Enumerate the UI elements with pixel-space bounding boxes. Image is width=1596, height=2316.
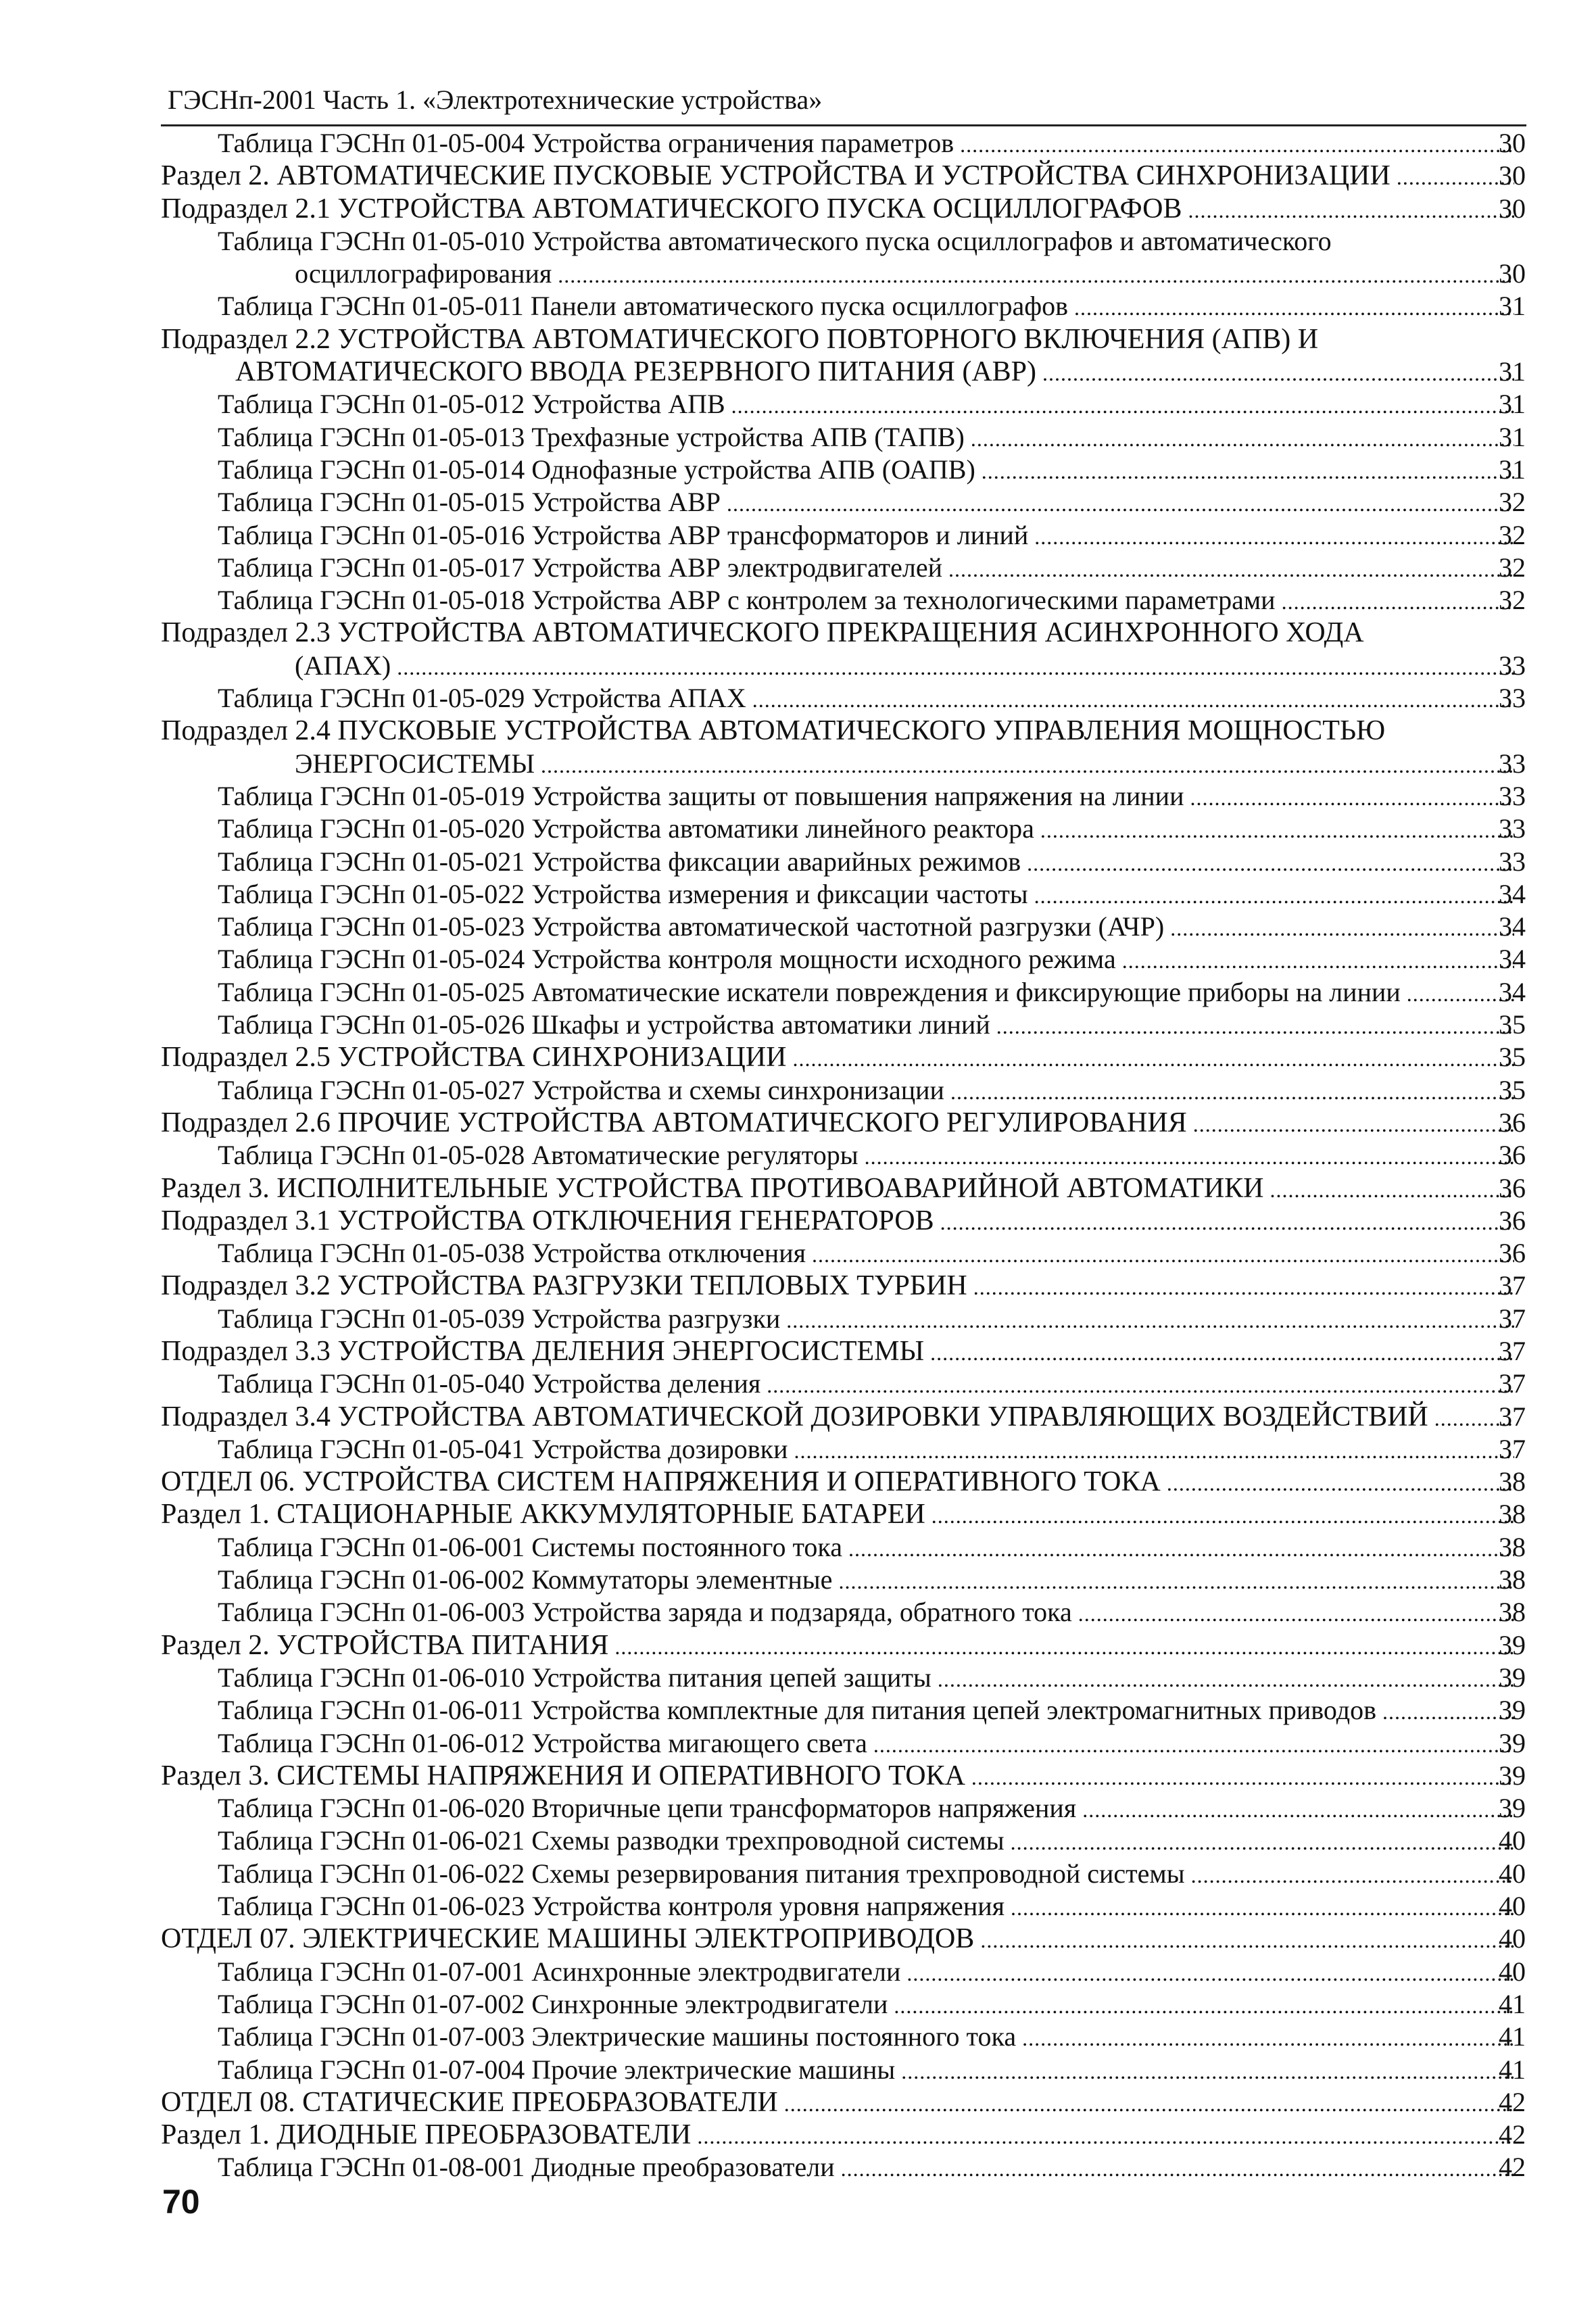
toc-entry-page: 34 [1499, 911, 1526, 942]
toc-entry-page: 33 [1499, 748, 1526, 779]
toc-entry-title: Таблица ГЭСНп 01-05-011 Панели автоматического пуска осциллографов ..... [218, 290, 1514, 324]
toc-entry-page: 30 [1499, 258, 1526, 289]
toc-entry-title: Таблица ГЭСНп 01-05-016 Устройства АВР трансформаторов и линий ..... [218, 519, 1514, 553]
toc-entry-page: 31 [1499, 291, 1526, 322]
toc-entry-title: Таблица ГЭСНп 01-08-001 Диодные преобразователи ..... [218, 2151, 1514, 2185]
toc-entry-title: осциллографирования ..... [295, 258, 1514, 291]
toc-entry-title: Подраздел 3.1 УСТРОЙСТВА ОТКЛЮЧЕНИЯ ГЕНЕРАТОРОВ ..... [161, 1205, 1514, 1238]
toc-entry-page: 41 [1499, 2054, 1526, 2085]
toc-entry [0, 225, 1596, 258]
toc-entry [0, 682, 1596, 715]
toc-entry-title: Таблица ГЭСНп 01-06-012 Устройства мигающего света ..... [218, 1727, 1514, 1761]
toc-entry-title: Подраздел 3.4 УСТРОЙСТВА АВТОМАТИЧЕСКОЙ ДОЗИРОВКИ УПРАВЛЯЮЩИХ ВОЗДЕЙСТВИЙ ..... [161, 1401, 1514, 1434]
toc-entry-page: 41 [1499, 1988, 1526, 2019]
toc-entry-title: Таблица ГЭСНп 01-07-002 Синхронные электродвигатели ..... [218, 1988, 1514, 2022]
toc-entry-title: Таблица ГЭСНп 01-05-020 Устройства автоматики линейного реактора ..... [218, 813, 1514, 846]
toc-entry-title: Подраздел 3.2 УСТРОЙСТВА РАЗГРУЗКИ ТЕПЛОВЫХ ТУРБИН ..... [161, 1270, 1514, 1303]
toc-entry-title: Таблица ГЭСНп 01-06-023 Устройства контроля уровня напряжения ..... [218, 1890, 1514, 1924]
toc-entry-page: 34 [1499, 976, 1526, 1007]
toc-entry-title: Таблица ГЭСНп 01-05-027 Устройства и схемы синхронизации ..... [218, 1074, 1514, 1108]
toc-entry-title: Таблица ГЭСНп 01-05-021 Устройства фиксации аварийных режимов ..... [218, 846, 1514, 879]
toc-entry [0, 617, 1596, 649]
toc-entry-page: 35 [1499, 1042, 1526, 1073]
toc-entry-page: 39 [1499, 1727, 1526, 1758]
toc-entry-title: Таблица ГЭСНп 01-05-014 Однофазные устройства АПВ (ОАПВ) ..... [218, 454, 1514, 487]
toc-entry-page: 35 [1499, 1074, 1526, 1105]
toc-entry-title: ОТДЕЛ 08. СТАТИЧЕСКИЕ ПРЕОБРАЗОВАТЕЛИ ..... [161, 2086, 1514, 2120]
toc-entry-title: Таблица ГЭСНп 01-06-002 Коммутаторы элементные ..... [218, 1564, 1514, 1597]
toc-entry [0, 584, 1596, 617]
toc-entry [0, 1564, 1596, 1596]
toc-entry [0, 2021, 1596, 2053]
toc-entry-title: Таблица ГЭСНп 01-07-003 Электрические машины постоянного тока ..... [218, 2021, 1514, 2054]
toc-entry-title: Таблица ГЭСНп 01-05-040 Устройства деления ..... [218, 1368, 1514, 1401]
toc-entry-title: Таблица ГЭСНп 01-05-019 Устройства защиты от повышения напряжения на линии ..... [218, 780, 1514, 814]
toc-entry-title: Подраздел 2.2 УСТРОЙСТВА АВТОМАТИЧЕСКОГО ПОВТОРНОГО ВКЛЮЧЕНИЯ (АПВ) И [161, 323, 1319, 355]
toc-entry-page: 36 [1499, 1205, 1526, 1236]
toc-entry-title: Таблица ГЭСНп 01-06-020 Вторичные цепи трансформаторов напряжения ..... [218, 1792, 1514, 1826]
toc-entry-title: Таблица ГЭСНп 01-06-003 Устройства заряда и подзаряда, обратного тока ..... [218, 1596, 1514, 1630]
toc-entry-title: Таблица ГЭСНп 01-05-018 Устройства АВР с контролем за технологическими параметрами ..... [218, 584, 1514, 618]
toc-entry-page: 36 [1499, 1238, 1526, 1269]
toc-entry-page: 40 [1499, 1858, 1526, 1889]
toc-entry [0, 780, 1596, 813]
toc-entry-title: Таблица ГЭСНп 01-05-024 Устройства контроля мощности исходного режима ..... [218, 943, 1514, 977]
toc-entry [0, 1139, 1596, 1172]
toc-entry-page: 37 [1499, 1270, 1526, 1301]
toc-entry [0, 160, 1596, 192]
toc-entry [0, 813, 1596, 845]
toc-entry-page: 40 [1499, 1825, 1526, 1856]
toc-entry-page: 32 [1499, 552, 1526, 583]
toc-entry-title: ЭНЕРГОСИСТЕМЫ ..... [295, 748, 1514, 781]
toc-entry [0, 1988, 1596, 2021]
toc-entry [0, 1694, 1596, 1727]
toc-entry-title: Раздел 3. ИСПОЛНИТЕЛЬНЫЕ УСТРОЙСТВА ПРОТИВОАВАРИЙНОЙ АВТОМАТИКИ ..... [161, 1172, 1514, 1206]
toc-entry-page: 36 [1499, 1172, 1526, 1203]
toc-entry [0, 1825, 1596, 1857]
toc-entry-page: 39 [1499, 1760, 1526, 1791]
toc-entry [0, 1401, 1596, 1433]
toc-entry-title: Таблица ГЭСНп 01-05-026 Шкафы и устройства автоматики линий ..... [218, 1009, 1514, 1042]
toc-entry-page: 40 [1499, 1923, 1526, 1954]
toc-entry-title: Раздел 1. СТАЦИОНАРНЫЕ АККУМУЛЯТОРНЫЕ БАТАРЕИ ..... [161, 1498, 1514, 1532]
toc-entry-page: 41 [1499, 2021, 1526, 2052]
toc-entry-title: Таблица ГЭСНп 01-06-010 Устройства питания цепей защиты ..... [218, 1662, 1514, 1695]
toc-entry [0, 1760, 1596, 1792]
toc-entry-title: АВТОМАТИЧЕСКОГО ВВОДА РЕЗЕРВНОГО ПИТАНИЯ (АВР) ..... [235, 356, 1514, 389]
toc-entry [0, 1205, 1596, 1237]
toc-entry-title: Таблица ГЭСНп 01-05-004 Устройства ограничения параметров ..... [218, 127, 1514, 161]
toc-entry [0, 1629, 1596, 1662]
toc-entry-title: Таблица ГЭСНп 01-07-004 Прочие электрические машины ..... [218, 2054, 1514, 2088]
toc-entry [0, 1662, 1596, 1694]
toc-entry-page: 38 [1499, 1597, 1526, 1628]
toc-entry-page: 32 [1499, 585, 1526, 616]
toc-entry-title: Подраздел 2.5 УСТРОЙСТВА СИНХРОНИЗАЦИИ ..... [161, 1041, 1514, 1075]
toc-entry [0, 1433, 1596, 1466]
toc-entry [0, 1923, 1596, 1955]
toc-entry-title: ОТДЕЛ 06. УСТРОЙСТВА СИСТЕМ НАПРЯЖЕНИЯ И ОПЕРАТИВНОГО ТОКА ..... [161, 1466, 1514, 1499]
toc-entry [0, 1041, 1596, 1073]
toc-entry-page: 34 [1499, 878, 1526, 909]
toc-entry-title: Раздел 1. ДИОДНЫЕ ПРЕОБРАЗОВАТЕЛИ ..... [161, 2119, 1514, 2152]
toc-entry [0, 715, 1596, 747]
toc-entry [0, 976, 1596, 1009]
toc-entry-page: 30 [1499, 128, 1526, 158]
toc-entry-title: Таблица ГЭСНп 01-05-029 Устройства АПАХ ..... [218, 682, 1514, 716]
toc-entry-page: 31 [1499, 389, 1526, 420]
toc-entry-title: Таблица ГЭСНп 01-06-021 Схемы разводки трехпроводной системы ..... [218, 1825, 1514, 1858]
toc-entry-page: 39 [1499, 1695, 1526, 1726]
toc-entry-title: Подраздел 3.3 УСТРОЙСТВА ДЕЛЕНИЯ ЭНЕРГОСИСТЕМЫ ..... [161, 1335, 1514, 1369]
toc-entry [0, 258, 1596, 290]
toc-entry-page: 39 [1499, 1793, 1526, 1824]
toc-entry-page: 36 [1499, 1107, 1526, 1138]
toc-entry-page: 39 [1499, 1662, 1526, 1693]
toc-entry [0, 943, 1596, 975]
toc-entry-page: 38 [1499, 1564, 1526, 1595]
toc-entry-page: 31 [1499, 454, 1526, 485]
toc-entry-title: Раздел 2. АВТОМАТИЧЕСКИЕ ПУСКОВЫЕ УСТРОЙСТВА И УСТРОЙСТВА СИНХРОНИЗАЦИИ ..... [161, 160, 1514, 193]
toc-entry [0, 1792, 1596, 1825]
toc-entry-page: 30 [1499, 160, 1526, 191]
toc-entry [0, 2119, 1596, 2151]
toc-entry-page: 42 [1499, 2086, 1526, 2117]
toc-entry-title: Раздел 2. УСТРОЙСТВА ПИТАНИЯ ..... [161, 1629, 1514, 1663]
toc-entry-title: (АПАХ) ..... [295, 650, 1514, 683]
toc-entry-title: Раздел 3. СИСТЕМЫ НАПРЯЖЕНИЯ И ОПЕРАТИВНОГО ТОКА ..... [161, 1760, 1514, 1793]
toc-entry-title: Подраздел 2.3 УСТРОЙСТВА АВТОМАТИЧЕСКОГО ПРЕКРАЩЕНИЯ АСИНХРОННОГО ХОДА [161, 617, 1364, 649]
toc-entry-page: 32 [1499, 487, 1526, 518]
toc-entry [0, 1727, 1596, 1760]
toc-entry [0, 519, 1596, 552]
toc-entry-title: Таблица ГЭСНп 01-07-001 Асинхронные электродвигатели ..... [218, 1956, 1514, 1989]
toc-entry-title: Таблица ГЭСНп 01-05-039 Устройства разгрузки ..... [218, 1303, 1514, 1336]
table-of-contents [0, 127, 1596, 2184]
toc-entry-page: 31 [1499, 356, 1526, 387]
toc-entry-title: ОТДЕЛ 07. ЭЛЕКТРИЧЕСКИЕ МАШИНЫ ЭЛЕКТРОПРИВОДОВ ..... [161, 1923, 1514, 1956]
toc-entry-page: 32 [1499, 519, 1526, 550]
toc-entry [0, 323, 1596, 356]
toc-entry-page: 33 [1499, 813, 1526, 844]
toc-entry-page: 37 [1499, 1368, 1526, 1399]
toc-entry-title: Подраздел 2.1 УСТРОЙСТВА АВТОМАТИЧЕСКОГО ПУСКА ОСЦИЛЛОГРАФОВ ..... [161, 193, 1514, 226]
toc-entry-title: Таблица ГЭСНп 01-05-038 Устройства отключения ..... [218, 1237, 1514, 1271]
toc-entry [0, 2086, 1596, 2119]
toc-entry [0, 552, 1596, 584]
toc-entry-title: Таблица ГЭСНп 01-06-011 Устройства комплектные для питания цепей электромагнитных приводов ..... [218, 1694, 1514, 1728]
toc-entry [0, 1596, 1596, 1629]
toc-entry [0, 486, 1596, 518]
toc-entry [0, 650, 1596, 682]
running-header: ГЭСНп-2001 Часть 1. «Электротехнические устройства» [168, 85, 823, 115]
toc-entry [0, 878, 1596, 911]
toc-entry [0, 2151, 1596, 2184]
toc-entry [0, 1368, 1596, 1400]
toc-entry [0, 421, 1596, 454]
toc-entry [0, 1956, 1596, 1988]
toc-entry [0, 2054, 1596, 2086]
toc-entry [0, 1466, 1596, 1498]
toc-entry-page: 35 [1499, 1009, 1526, 1040]
toc-entry-page: 38 [1499, 1499, 1526, 1530]
toc-entry [0, 1237, 1596, 1270]
toc-entry-title: Таблица ГЭСНп 01-05-022 Устройства измерения и фиксации частоты ..... [218, 878, 1514, 912]
toc-entry-page: 37 [1499, 1433, 1526, 1464]
toc-entry [0, 748, 1596, 780]
toc-entry-title: Подраздел 2.6 ПРОЧИЕ УСТРОЙСТВА АВТОМАТИЧЕСКОГО РЕГУЛИРОВАНИЯ ..... [161, 1107, 1514, 1140]
page-number: 70 [162, 2183, 200, 2221]
toc-entry [0, 1303, 1596, 1335]
toc-entry-title: Таблица ГЭСНп 01-06-001 Системы постоянного тока ..... [218, 1531, 1514, 1565]
toc-entry-page: 36 [1499, 1140, 1526, 1171]
toc-entry [0, 1009, 1596, 1041]
toc-entry-page: 34 [1499, 944, 1526, 975]
toc-entry [0, 846, 1596, 878]
toc-entry-page: 30 [1499, 193, 1526, 224]
toc-entry-page: 40 [1499, 1891, 1526, 1922]
toc-entry-page: 31 [1499, 421, 1526, 452]
toc-entry-page: 38 [1499, 1531, 1526, 1562]
toc-entry [0, 1074, 1596, 1107]
toc-entry [0, 127, 1596, 160]
toc-entry-page: 33 [1499, 846, 1526, 877]
toc-entry-title: Таблица ГЭСНп 01-05-010 Устройства автоматического пуска осциллографов и автоматического [218, 225, 1332, 256]
toc-entry-page: 37 [1499, 1335, 1526, 1366]
toc-entry-page: 37 [1499, 1303, 1526, 1334]
toc-entry-page: 33 [1499, 683, 1526, 714]
toc-entry [0, 193, 1596, 225]
toc-entry-page: 39 [1499, 1629, 1526, 1660]
toc-entry-page: 42 [1499, 2119, 1526, 2150]
toc-entry [0, 290, 1596, 322]
toc-entry-title: Таблица ГЭСНп 01-05-041 Устройства дозировки ..... [218, 1433, 1514, 1467]
toc-entry-title: Таблица ГЭСНп 01-05-017 Устройства АВР электродвигателей ..... [218, 552, 1514, 585]
toc-entry-title: Таблица ГЭСНп 01-05-013 Трехфазные устройства АПВ (ТАПВ) ..... [218, 421, 1514, 455]
toc-entry [0, 388, 1596, 420]
toc-entry [0, 1531, 1596, 1564]
toc-entry-page: 40 [1499, 1956, 1526, 1987]
toc-entry [0, 1270, 1596, 1302]
toc-entry [0, 1498, 1596, 1530]
toc-entry [0, 1107, 1596, 1139]
toc-entry [0, 454, 1596, 486]
toc-entry-title: Таблица ГЭСНп 01-05-025 Автоматические искатели повреждения и фиксирующие приборы на линии ..... [218, 976, 1514, 1010]
header-rule [161, 124, 1526, 126]
toc-entry-title: Таблица ГЭСНп 01-05-012 Устройства АПВ ..... [218, 388, 1514, 422]
toc-entry-title: Таблица ГЭСНп 01-06-022 Схемы резервирования питания трехпроводной системы ..... [218, 1858, 1514, 1891]
toc-entry [0, 1890, 1596, 1923]
toc-entry-page: 37 [1499, 1401, 1526, 1432]
toc-entry-page: 38 [1499, 1466, 1526, 1497]
toc-entry-title: Таблица ГЭСНп 01-05-023 Устройства автоматической частотной разгрузки (АЧР) ..... [218, 911, 1514, 944]
toc-entry-title: Таблица ГЭСНп 01-05-028 Автоматические регуляторы ..... [218, 1139, 1514, 1173]
toc-entry [0, 1335, 1596, 1368]
toc-entry [0, 1172, 1596, 1205]
toc-entry-page: 33 [1499, 780, 1526, 811]
toc-entry-title: Подраздел 2.4 ПУСКОВЫЕ УСТРОЙСТВА АВТОМАТИЧЕСКОГО УПРАВЛЕНИЯ МОЩНОСТЬЮ [161, 715, 1386, 747]
toc-entry [0, 356, 1596, 388]
toc-entry [0, 1858, 1596, 1890]
toc-entry-page: 42 [1499, 2152, 1526, 2183]
toc-entry-page: 33 [1499, 650, 1526, 681]
toc-entry [0, 911, 1596, 943]
toc-entry-title: Таблица ГЭСНп 01-05-015 Устройства АВР ..... [218, 486, 1514, 520]
